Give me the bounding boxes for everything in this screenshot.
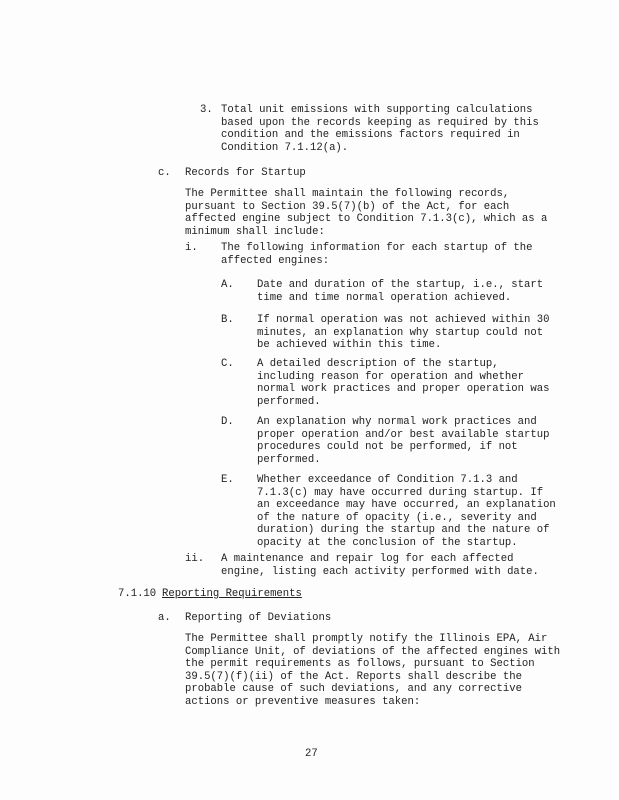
text-line: proper operation and/or best available startup <box>257 428 550 441</box>
text-line: The Permittee shall promptly notify the Illinois EPA, Air <box>185 633 548 645</box>
item-ii-marker: ii. <box>185 553 205 565</box>
text-line: The following information for each startup of the <box>221 242 533 254</box>
text-line: An explanation why normal work practices and <box>257 416 537 428</box>
text-line: procedures could not be performed, if not <box>257 441 518 454</box>
subitem-e-text <box>257 474 556 550</box>
subitem-b-text <box>257 314 549 352</box>
text-line: the permit requirements as follows, pursuant to Section <box>185 658 535 671</box>
subitem-d-text <box>257 416 549 466</box>
text-line: 39.5(7)(f)(ii) of the Act. Reports shall describe the <box>185 670 522 683</box>
text-line: affected engine subject to Condition 7.1.3(c), which as a <box>185 213 548 226</box>
text-line: minimum shall include: <box>185 225 325 238</box>
item-a-text <box>185 633 560 709</box>
text-line: condition and the emissions factors required in <box>221 129 520 142</box>
text-line: actions or preventive measures taken: <box>185 695 421 708</box>
item-a-marker: a. <box>158 612 171 624</box>
text-line: an exceedance may have occurred, an explanation <box>257 499 556 512</box>
text-line: Condition 7.1.12(a). <box>221 141 349 154</box>
page-number: 27 <box>305 748 318 760</box>
subitem-c-text <box>257 358 549 408</box>
text-line: Compliance Unit, of deviations of the affected engines with <box>185 645 561 658</box>
text-line: Total unit emissions with supporting calculations <box>221 104 533 116</box>
item-3-text <box>221 104 539 154</box>
text-line: If normal operation was not achieved within 30 <box>257 314 550 326</box>
section-c-marker: c. <box>158 167 171 179</box>
subitem-b-marker: B. <box>221 314 234 326</box>
subitem-d-marker: D. <box>221 416 234 428</box>
text-line: A detailed description of the startup, <box>257 358 499 370</box>
subitem-a-marker: A. <box>221 279 234 291</box>
text-line: duration) during the startup and the nature of <box>257 524 550 537</box>
text-line: pursuant to Section 39.5(7)(b) of the Act, for each <box>185 200 510 213</box>
text-line: of the nature of opacity (i.e., severity and <box>257 511 537 524</box>
text-line: engine, listing each activity performed with date. <box>221 565 539 578</box>
section-number: 7.1.10 <box>118 588 157 600</box>
text-line: minutes, an explanation why startup could not <box>257 326 544 339</box>
item-i-marker: i. <box>185 242 198 254</box>
section-c-intro <box>185 188 547 238</box>
text-line: opacity at the conclusion of the startup. <box>257 536 518 549</box>
text-line: performed. <box>257 453 321 466</box>
text-line: performed. <box>257 395 321 408</box>
text-line: based upon the records keeping as required by this <box>221 116 539 129</box>
text-line: 7.1.3(c) may have occurred during startup. If <box>257 486 544 499</box>
section-c-heading: Records for Startup <box>185 167 306 179</box>
item-3-marker: 3. <box>200 104 213 116</box>
text-line: Whether exceedance of Condition 7.1.3 and <box>257 474 518 486</box>
text-line: including reason for operation and whether <box>257 370 525 383</box>
text-line: Date and duration of the startup, i.e., start <box>257 279 544 291</box>
subitem-a-text <box>257 279 543 304</box>
item-i-text <box>221 242 533 267</box>
text-line: The Permittee shall maintain the following records, <box>185 188 510 200</box>
text-line: affected engines: <box>221 254 330 267</box>
text-line: normal work practices and proper operation was <box>257 383 550 396</box>
subitem-c-marker: C. <box>221 358 234 370</box>
item-ii-text <box>221 553 539 578</box>
subitem-e-marker: E. <box>221 474 234 486</box>
item-a-heading: Reporting of Deviations <box>185 612 332 624</box>
text-line: be achieved within this time. <box>257 339 442 352</box>
text-line: time and time normal operation achieved. <box>257 291 512 304</box>
text-line: probable cause of such deviations, and any corrective <box>185 683 522 696</box>
section-heading: Reporting Requirements <box>162 588 302 600</box>
text-line: A maintenance and repair log for each affected <box>221 553 514 565</box>
